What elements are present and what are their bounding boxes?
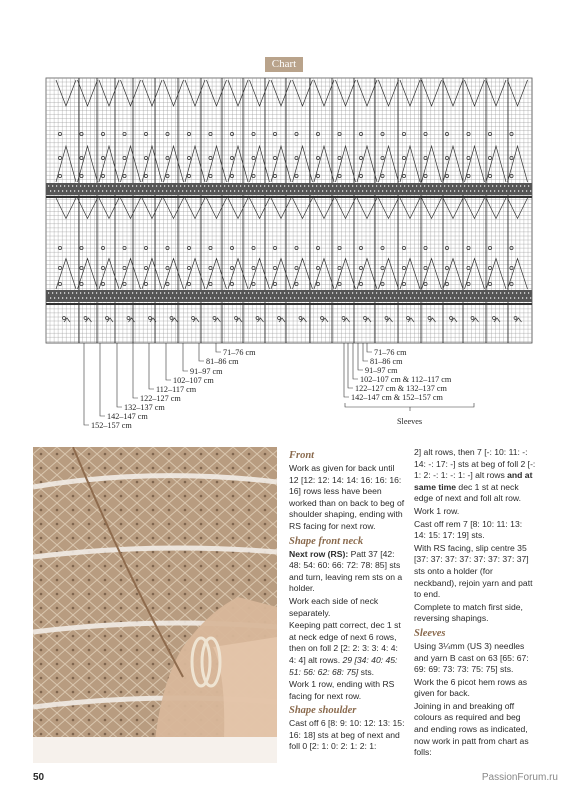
complete-text: Complete to match first side, reversing shapings. bbox=[414, 601, 523, 624]
shape-shoulder-heading: Shape shoulder bbox=[289, 705, 357, 717]
size-pointer-right bbox=[367, 343, 372, 352]
sleeves-bracket bbox=[345, 403, 474, 411]
shoulder-continued-text bbox=[414, 447, 536, 505]
chart-title-tag: Chart bbox=[265, 57, 303, 72]
size-label-left: 81–86 cm bbox=[206, 357, 239, 366]
next-row-instruction bbox=[289, 549, 405, 595]
instructions-column-1 bbox=[289, 447, 405, 754]
cast-on-text: Using 3¼mm (US 3) needles and yarn B cast on 63 [65: 67: 69: 69: 73: 73: 75: 75] sts. bbox=[414, 640, 529, 675]
dot-band bbox=[46, 183, 532, 195]
size-label-left: 112–117 cm bbox=[156, 385, 197, 394]
picot-hem-text: Work the 6 picot hem rows as given for back. bbox=[414, 676, 528, 699]
size-label-left: 71–76 cm bbox=[223, 348, 256, 357]
instructions-column-2 bbox=[414, 447, 536, 760]
sleeves-label: Sleeves bbox=[397, 417, 423, 426]
size-pointer-left bbox=[149, 343, 154, 389]
size-label-right: 102–107 cm & 112–117 cm bbox=[360, 375, 452, 384]
page-number: 50 bbox=[33, 772, 45, 783]
band-rule bbox=[46, 303, 532, 305]
neck-decrease-text bbox=[289, 620, 405, 678]
size-pointer-left bbox=[216, 343, 221, 352]
size-label-right: 81–86 cm bbox=[370, 357, 403, 366]
size-label-left: 152–157 cm bbox=[91, 421, 132, 430]
neck-work-row-text: Work 1 row, ending with RS facing for next row. bbox=[289, 679, 395, 701]
chart-grid bbox=[46, 78, 532, 343]
size-pointer-right bbox=[358, 343, 363, 370]
size-pointer-right bbox=[353, 343, 358, 379]
front-heading: Front bbox=[289, 450, 315, 461]
size-pointer-right bbox=[348, 343, 353, 388]
garment-photo bbox=[33, 447, 277, 763]
size-pointer-left bbox=[133, 343, 138, 398]
size-labels bbox=[91, 348, 452, 430]
shape-front-neck-heading: Shape front neck bbox=[289, 535, 364, 547]
cast-off-text: Cast off rem 7 [8: 10: 11: 13: 14: 15: 17: 19] sts. bbox=[414, 518, 523, 541]
size-label-left: 91–97 cm bbox=[190, 367, 223, 376]
photo-illustration bbox=[33, 447, 277, 763]
shoulder-cont-c: dec 1 st at neck edge of next and foll alt row. bbox=[414, 481, 522, 504]
joining-colours-text: Joining in and breaking off colours as required and beg and ending rows as indicated, now work in patt from chart as folls: bbox=[414, 700, 529, 758]
neck-separate-text: Work each side of neck separately. bbox=[289, 595, 379, 618]
size-pointer-left bbox=[166, 343, 171, 380]
neck-decrease-a: Keeping patt correct, dec 1 st at neck edge of next 6 rows, then on foll 2 [2: 2: 3: 3: 4: 4: 4: 4] alt rows. bbox=[289, 620, 401, 665]
shoulder-cont-a: 2] alt rows, then 7 [-: 10: 11: -: 14: -: 17: -] sts at beg of foll 2 [-: 1: 2: -: 1: -: 1: -] alt rows bbox=[414, 447, 536, 481]
size-label-left: 142–147 cm bbox=[107, 412, 148, 421]
size-pointer-left bbox=[199, 343, 204, 361]
size-pointer-left bbox=[84, 343, 89, 425]
size-label-left: 132–137 cm bbox=[124, 403, 165, 412]
next-row-text: Patt 37 [42: 48: 54: 60: 66: 72: 78: 85] sts and turn, leaving rem sts on a holder. bbox=[289, 548, 403, 594]
neck-decrease-c: sts. bbox=[358, 666, 375, 677]
size-label-left: 122–127 cm bbox=[140, 394, 181, 403]
work-row-text: Work 1 row. bbox=[414, 505, 460, 516]
size-label-right: 71–76 cm bbox=[374, 348, 407, 357]
dot-band bbox=[46, 290, 532, 302]
next-row-label: Next row (RS): bbox=[289, 548, 349, 559]
size-pointer-left bbox=[100, 343, 105, 416]
neck-decrease-count: 29 [34: 40: 45: 51: 56: 62: 68: 75] bbox=[289, 654, 398, 677]
slip-centre-text: With RS facing, slip centre 35 [37: 37: 37: 37: 37: 37: 37: 37] sts onto a holder (for neckband), rejoin yarn and patt to end. bbox=[414, 542, 533, 600]
front-text: Work as given for back until 12 [12: 12: 14: 14: 16: 16: 16: 16] rows less have been worked than on back to beg of shoulder shaping, ending with RS facing for next row. bbox=[289, 463, 405, 531]
size-pointer-left bbox=[183, 343, 188, 371]
size-label-right: 91–97 cm bbox=[365, 366, 398, 375]
shoulder-text: Cast off 6 [8: 9: 10: 12: 13: 15: 16: 18] sts at beg of next and foll 0 [2: 1: 0: 2: 1: 2: 1: bbox=[289, 718, 405, 752]
band-rule bbox=[46, 196, 532, 198]
size-label-right: 142–147 cm & 152–157 cm bbox=[351, 393, 443, 402]
size-pointer-left bbox=[117, 343, 122, 407]
size-label-right: 122–127 cm & 132–137 cm bbox=[355, 384, 447, 393]
watermark: PassionForum.ru bbox=[481, 772, 558, 783]
at-same-time-label: and at same time bbox=[414, 470, 533, 492]
size-label-left: 102–107 cm bbox=[173, 376, 214, 385]
sleeves-heading: Sleeves bbox=[414, 627, 446, 639]
